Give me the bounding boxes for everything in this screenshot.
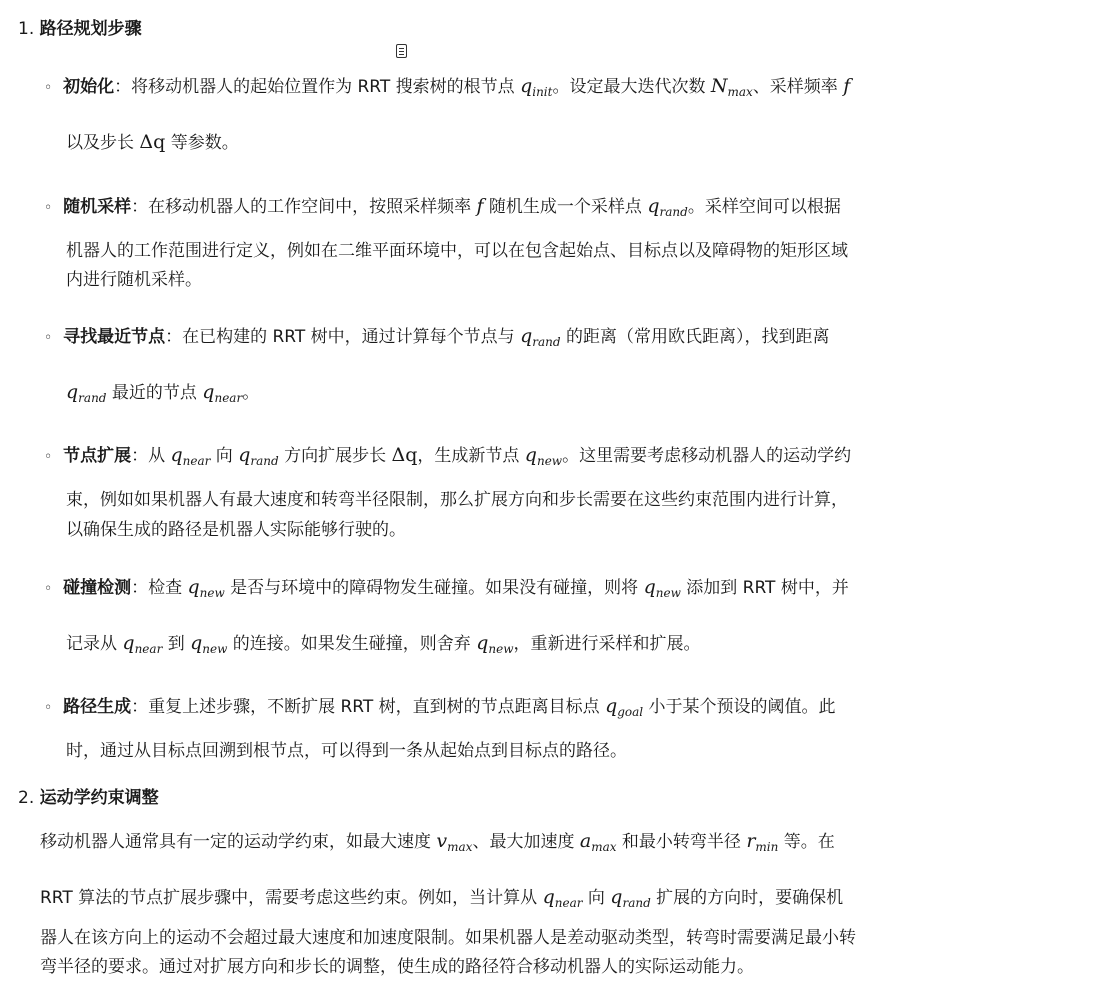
section-2-title: 运动学约束调整 bbox=[39, 788, 159, 808]
line bbox=[66, 629, 701, 654]
math-symbol bbox=[238, 444, 278, 466]
text-run: 到 bbox=[162, 634, 191, 654]
item-term: 随机采样 bbox=[63, 197, 132, 217]
text-run: 最近的节点 bbox=[106, 383, 203, 403]
text-run: 添加到 RRT 树中，并 bbox=[680, 578, 849, 598]
text-run: 等参数。 bbox=[165, 133, 239, 153]
math-subscript: max bbox=[727, 85, 753, 99]
math-symbol bbox=[647, 195, 687, 217]
math-subscript: rand bbox=[250, 454, 279, 468]
math-symbol-text: Δq bbox=[391, 444, 418, 466]
math-symbol bbox=[644, 576, 681, 598]
math-symbol-text: q bbox=[605, 695, 618, 717]
math-symbol bbox=[122, 632, 162, 654]
line bbox=[66, 128, 239, 153]
math-subscript: new bbox=[536, 454, 563, 468]
text-run: 扩展的方向时，要确保机 bbox=[650, 888, 844, 908]
bullet-icon: ◦ bbox=[44, 80, 53, 96]
math-symbol bbox=[436, 830, 472, 852]
line bbox=[66, 265, 202, 290]
math-symbol bbox=[392, 444, 418, 466]
math-symbol bbox=[843, 75, 850, 97]
text-run: ，重新进行采样和扩展。 bbox=[513, 634, 701, 654]
math-symbol-text: q bbox=[520, 325, 533, 347]
text-run: 器人在该方向上的运动不会超过最大速度和加速度限制。如果机器人是差动驱动类型，转弯时需要满足最小转 bbox=[40, 928, 856, 948]
math-symbol-text: q bbox=[542, 886, 555, 908]
text-run: 、采样频率 bbox=[752, 77, 844, 97]
item-term: 碰撞检测 bbox=[63, 578, 132, 598]
math-symbol bbox=[66, 381, 106, 403]
paragraph-line bbox=[40, 827, 835, 852]
math-symbol-text: f bbox=[476, 195, 484, 217]
section-2-number: 2. bbox=[18, 788, 35, 808]
math-subscript: rand bbox=[622, 896, 651, 910]
math-subscript: new bbox=[202, 642, 228, 656]
text-run: 小于某个预设的阈值。此 bbox=[643, 697, 836, 717]
bullet-icon: ◦ bbox=[44, 581, 53, 597]
math-symbol bbox=[187, 576, 224, 598]
line bbox=[66, 378, 259, 403]
math-symbol-text: q bbox=[202, 381, 215, 403]
math-symbol bbox=[476, 195, 483, 217]
text-run: 、最大加速度 bbox=[472, 832, 580, 852]
math-symbol-text: N bbox=[710, 75, 728, 97]
math-symbol bbox=[520, 325, 560, 347]
line bbox=[66, 485, 848, 510]
text-run: 是否与环境中的障碍物发生碰撞。如果没有碰撞，则将 bbox=[224, 578, 644, 598]
math-subscript: rand bbox=[78, 391, 107, 405]
math-symbol-text: q bbox=[122, 632, 135, 654]
text-run: 方向扩展步长 bbox=[278, 446, 392, 466]
line bbox=[131, 446, 851, 466]
text-run: 等。在 bbox=[778, 832, 835, 852]
math-symbol bbox=[525, 444, 562, 466]
item-term: 寻找最近节点 bbox=[63, 327, 166, 347]
section-2-heading bbox=[18, 783, 159, 808]
math-symbol-text: q bbox=[524, 444, 537, 466]
math-symbol-text: f bbox=[843, 75, 851, 97]
text-run: 。 bbox=[242, 383, 260, 403]
text-run: ，生成新节点 bbox=[417, 446, 525, 466]
list-item-sampling bbox=[44, 192, 841, 217]
text-run: ：在已构建的 RRT 树中，通过计算每个节点与 bbox=[165, 327, 521, 347]
list-item-init bbox=[44, 72, 850, 97]
line bbox=[165, 327, 829, 347]
line bbox=[131, 578, 849, 598]
item-term: 初始化 bbox=[63, 77, 115, 97]
math-symbol bbox=[190, 632, 227, 654]
text-run: RRT 算法的节点扩展步骤中，需要考虑这些约束。例如，当计算从 bbox=[40, 888, 543, 908]
text-run: 记录从 bbox=[66, 634, 123, 654]
line bbox=[131, 197, 841, 217]
text-run: ：检查 bbox=[131, 578, 188, 598]
math-subscript: near bbox=[554, 896, 583, 910]
line bbox=[66, 236, 848, 261]
math-symbol-text: q bbox=[190, 632, 203, 654]
paragraph-line bbox=[40, 923, 856, 948]
list-item-collision bbox=[44, 573, 849, 598]
text-run: 的连接。如果发生碰撞，则舍弃 bbox=[227, 634, 477, 654]
math-subscript: new bbox=[488, 642, 514, 656]
list-item-expand bbox=[44, 441, 851, 466]
text-run: 和最小转弯半径 bbox=[616, 832, 747, 852]
text-run: ：在移动机器人的工作空间中，按照采样频率 bbox=[131, 197, 477, 217]
math-symbol bbox=[476, 632, 513, 654]
text-run: 时，通过从目标点回溯到根节点，可以得到一条从起始点到目标点的路径。 bbox=[66, 741, 627, 761]
text-run: 的距离（常用欧氏距离），找到距离 bbox=[560, 327, 830, 347]
text-run: 。采样空间可以根据 bbox=[687, 197, 841, 217]
math-symbol-text: q bbox=[66, 381, 79, 403]
bullet-icon: ◦ bbox=[44, 449, 53, 465]
math-symbol bbox=[610, 886, 650, 908]
math-symbol bbox=[139, 131, 165, 153]
math-subscript: near bbox=[182, 454, 211, 468]
math-symbol-text: q bbox=[610, 886, 623, 908]
text-run: 弯半径的要求。通过对扩展方向和步长的调整，使生成的路径符合移动机器人的实际运动能力。 bbox=[40, 957, 754, 977]
math-subscript: near bbox=[134, 642, 163, 656]
math-subscript: rand bbox=[532, 335, 561, 349]
item-term: 路径生成 bbox=[63, 697, 132, 717]
copy-icon[interactable] bbox=[396, 44, 407, 58]
text-run: 向 bbox=[210, 446, 239, 466]
math-subscript: new bbox=[199, 586, 225, 600]
math-subscript: max bbox=[591, 840, 617, 854]
math-subscript: near bbox=[214, 391, 243, 405]
line bbox=[66, 736, 627, 761]
text-run: 。设定最大迭代次数 bbox=[552, 77, 711, 97]
math-symbol-text: Δq bbox=[139, 131, 166, 153]
math-symbol-text: q bbox=[187, 576, 200, 598]
text-run: ：从 bbox=[131, 446, 171, 466]
math-subscript: min bbox=[755, 840, 779, 854]
bullet-icon: ◦ bbox=[44, 200, 53, 216]
math-subscript: goal bbox=[617, 705, 644, 719]
math-symbol-text: q bbox=[170, 444, 183, 466]
section-1-title: 路径规划步骤 bbox=[39, 19, 142, 39]
paragraph-line bbox=[40, 952, 754, 977]
math-symbol-text: q bbox=[476, 632, 489, 654]
line bbox=[114, 77, 850, 97]
math-subscript: rand bbox=[659, 205, 688, 219]
text-run: 。这里需要考虑移动机器人的运动学约 bbox=[562, 446, 852, 466]
math-symbol bbox=[170, 444, 210, 466]
text-run: 移动机器人通常具有一定的运动学约束，如最大速度 bbox=[40, 832, 437, 852]
math-symbol bbox=[520, 75, 552, 97]
text-run: 随机生成一个采样点 bbox=[483, 197, 648, 217]
math-subscript: max bbox=[447, 840, 473, 854]
section-1-number: 1. bbox=[18, 19, 35, 39]
math-symbol-text: v bbox=[436, 830, 448, 852]
line bbox=[131, 697, 835, 717]
item-term: 节点扩展 bbox=[63, 446, 132, 466]
math-symbol bbox=[711, 75, 753, 97]
math-symbol-text: q bbox=[520, 75, 533, 97]
math-symbol-text: r bbox=[746, 830, 756, 852]
math-symbol bbox=[746, 830, 778, 852]
text-run: 以确保生成的路径是机器人实际能够行驶的。 bbox=[66, 520, 406, 540]
list-item-path-gen bbox=[44, 692, 836, 717]
text-run: 机器人的工作范围进行定义，例如在二维平面环境中，可以在包含起始点、目标点以及障碍物的矩形区域 bbox=[66, 241, 848, 261]
math-subscript: new bbox=[655, 586, 681, 600]
text-run: 内进行随机采样。 bbox=[66, 270, 202, 290]
bullet-icon: ◦ bbox=[44, 700, 53, 716]
math-symbol bbox=[605, 695, 643, 717]
math-symbol-text: q bbox=[643, 576, 656, 598]
paragraph-line bbox=[40, 883, 843, 908]
section-1-heading bbox=[18, 14, 142, 39]
math-symbol-text: q bbox=[238, 444, 251, 466]
text-run: ：重复上述步骤，不断扩展 RRT 树，直到树的节点距离目标点 bbox=[131, 697, 606, 717]
math-symbol bbox=[580, 830, 617, 852]
math-symbol bbox=[202, 381, 242, 403]
text-run: 向 bbox=[582, 888, 611, 908]
text-run: ：将移动机器人的起始位置作为 RRT 搜索树的根节点 bbox=[114, 77, 521, 97]
math-symbol-text: a bbox=[579, 830, 592, 852]
math-symbol bbox=[543, 886, 583, 908]
line bbox=[66, 515, 406, 540]
bullet-icon: ◦ bbox=[44, 330, 53, 346]
math-symbol-text: q bbox=[647, 195, 660, 217]
text-run: 束，例如如果机器人有最大速度和转弯半径限制，那么扩展方向和步长需要在这些约束范围内进行计算， bbox=[66, 490, 848, 510]
text-run: 以及步长 bbox=[66, 133, 140, 153]
list-item-nearest bbox=[44, 322, 829, 347]
math-subscript: init bbox=[532, 85, 553, 99]
